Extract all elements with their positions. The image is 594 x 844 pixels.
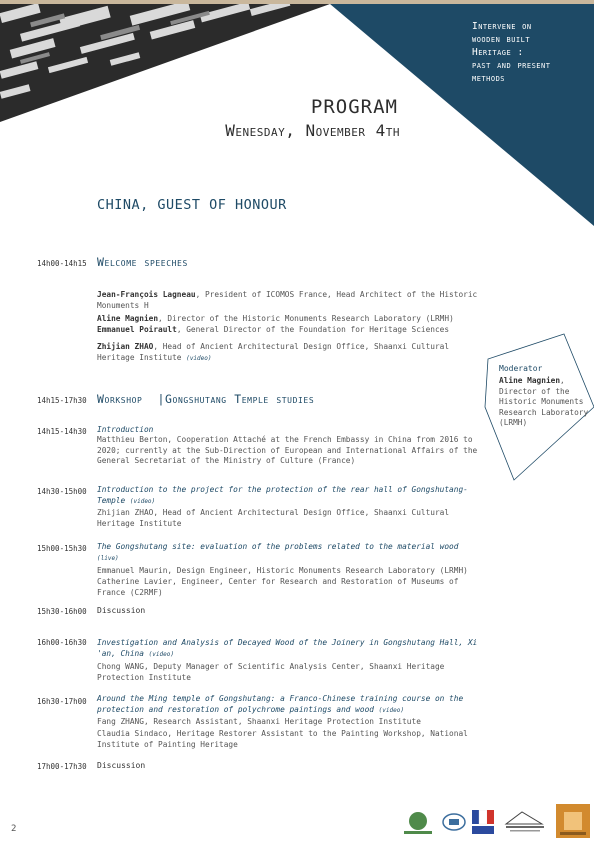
speaker-entry — [97, 314, 483, 325]
video-tag: (video) — [186, 354, 212, 362]
program-heading: PROGRAM — [310, 96, 398, 118]
conference-title-line: Intervene on — [472, 21, 532, 32]
speaker-role: , President of ICOMOS France, Head Architect of the Historic Monuments H — [97, 290, 478, 310]
session-title: The Gongshutang site: evaluation of the problems related to the material wood — [97, 542, 459, 551]
session-speakers: Fang ZHANG, Research Assistant, Shaanxi Heritage Protection Institute — [97, 717, 421, 726]
conference-title — [472, 20, 590, 85]
video-tag: (video) — [129, 497, 156, 505]
session-title-block — [97, 638, 487, 660]
conference-title-line: past and present — [472, 60, 551, 71]
speaker-entry — [97, 342, 467, 364]
session-title-block — [97, 485, 479, 507]
section-title-workshop: Workshop |Gongshutang Temple studies — [97, 392, 315, 406]
time-slot: 14h00-14h15 — [37, 259, 87, 268]
speaker-entry — [97, 325, 483, 336]
time-slot: 14h15-17h30 — [37, 396, 87, 405]
conference-title-line: Heritage : — [472, 47, 524, 58]
moderator-role-line: Historic Monuments — [499, 397, 584, 406]
moderator-role-line: Research Laboratory — [499, 407, 589, 417]
session-speakers: Matthieu Berton, Cooperation Attaché at the French Embassy in China from 2016 to 2020; currently at the Sub-Direction of European and International Affairs of the General Secretariat of the Ministry of Culture (France) — [97, 435, 478, 465]
speaker-name: Jean-François Lagneau — [97, 290, 196, 299]
speaker-name: Emmanuel Poirault — [97, 325, 177, 334]
page-number: 2 — [11, 824, 17, 834]
time-slot: 15h00-15h30 — [37, 544, 87, 553]
speaker-role: , Director of the Historic Monuments Research Laboratory (LRMH) — [158, 314, 454, 323]
speaker-name: Zhijian ZHAO — [97, 342, 154, 351]
live-tag: (live) — [97, 554, 119, 562]
session-title: Introduction to the project for the protection of the rear hall of Gongshutang-Temple — [97, 485, 468, 505]
time-slot: 17h00-17h30 — [37, 762, 87, 771]
session-discussion: Discussion — [97, 761, 146, 770]
program-date: Wenesday, November 4th — [225, 121, 400, 140]
ministry-of-culture-logo — [472, 810, 494, 834]
section-title-welcome: Welcome speeches — [97, 255, 188, 269]
video-tag: (video) — [148, 650, 174, 658]
time-slot: 15h30-16h00 — [37, 607, 87, 616]
session-speakers: Chong WANG, Deputy Manager of Scientific Analysis Center, Shaanxi Heritage Protection Institute — [97, 662, 445, 682]
moderator-role-line: (LRMH) — [499, 418, 528, 427]
moderator-role-line: Director of the — [499, 386, 570, 396]
time-slot: 16h00-16h30 — [37, 638, 87, 647]
partner-logos — [400, 800, 594, 844]
moderator-label: Moderator — [499, 364, 543, 373]
session-speakers: Emmanuel Maurin, Design Engineer, Historic Monuments Research Laboratory (LRMH) — [97, 566, 468, 575]
speaker-entry — [97, 290, 483, 311]
moderator-details — [499, 376, 594, 429]
session-speakers: Claudia Sindaco, Heritage Restorer Assistant to the Painting Workshop, National Institute of Painting Heritage — [97, 729, 468, 749]
time-slot: 14h30-15h00 — [37, 487, 87, 496]
icomos-france-logo — [400, 810, 436, 836]
time-slot: 14h15-14h30 — [37, 427, 87, 436]
moderator-name: Aline Magnien — [499, 376, 561, 385]
guest-heading: CHINA, GUEST OF HONOUR — [97, 197, 287, 213]
moderator-role-line: , — [560, 376, 565, 385]
session-title: Around the Ming temple of Gongshutang: a Franco-Chinese training course on the protection and restoration of polychrome paintings and wood — [97, 694, 464, 714]
session-speakers: Catherine Lavier, Engineer, Center for Research and Restoration of Museums of France (C2RMF) — [97, 577, 459, 597]
session-title-block — [97, 542, 479, 564]
conference-title-line: wooden built — [472, 34, 531, 45]
session-title: Investigation and Analysis of Decayed Wood of the Joinery in Gongshutang Hall, Xi 'an, China — [97, 638, 478, 658]
heritage-logo — [554, 800, 592, 840]
time-slot: 16h30-17h00 — [37, 697, 87, 706]
conference-title-line: methods — [472, 73, 506, 84]
speaker-name: Aline Magnien — [97, 314, 159, 323]
speaker-role: , General Director of the Foundation for Heritage Sciences — [176, 325, 450, 334]
speaker-role: , Head of Ancient Architectural Design Office, Shaanxi Cultural Heritage Institute — [97, 342, 450, 362]
fsh-logo — [442, 812, 466, 832]
session-title-block — [97, 694, 487, 716]
video-tag: (video) — [378, 706, 404, 714]
session-discussion: Discussion — [97, 606, 146, 615]
session-title: Introduction — [97, 425, 154, 434]
lrmh-logo — [502, 810, 548, 834]
session-speakers: Zhijian ZHAO, Head of Ancient Architectural Design Office, Shaanxi Cultural Heritage Institute — [97, 508, 450, 528]
